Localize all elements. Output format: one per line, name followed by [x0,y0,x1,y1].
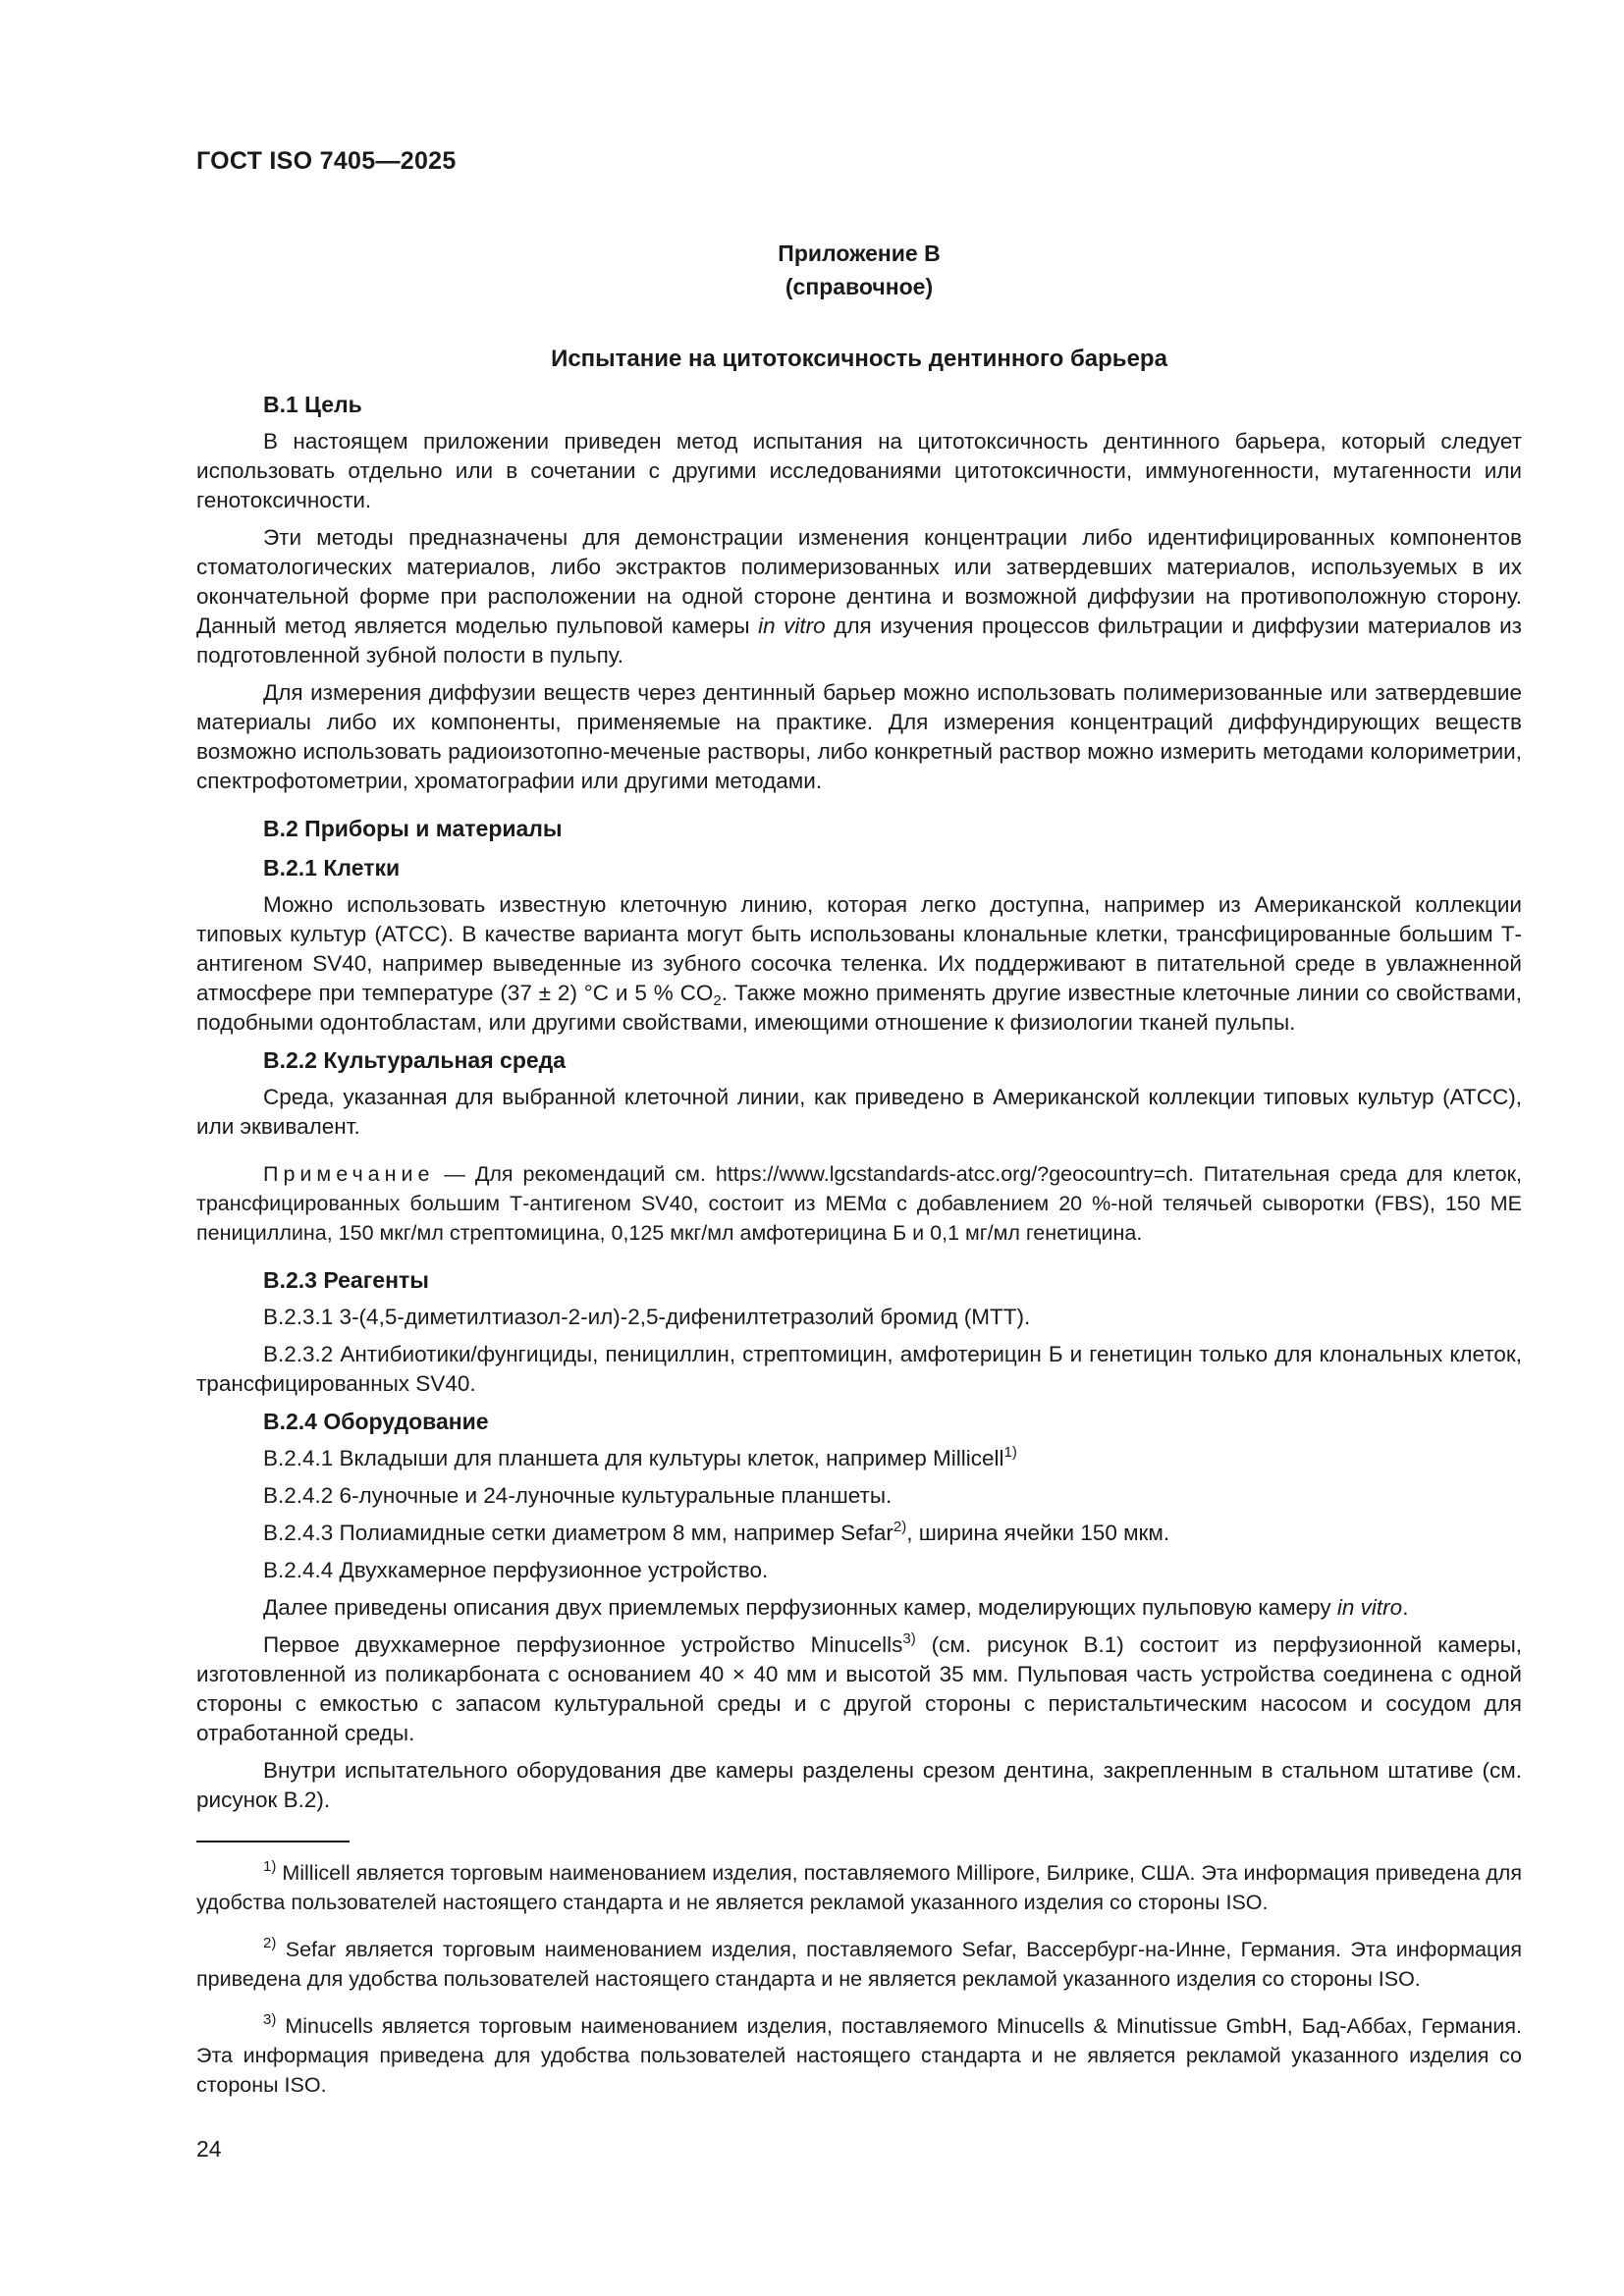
section-b21-heading: В.2.1 Клетки [263,855,401,881]
b2-paragraph-minucells: Первое двухкамерное перфузионное устройство Minucells$^{3)}$ (см. рисунок В.1) состоит из перфузионной камеры, изготовленной из поликарбоната с основанием 40 × 40 мм и высотой 35 мм. Пульповая часть устройства соединена с одной стороны с емкостью с запасом культуральной среды и с другой стороны с перистальтическим насосом и сосудом для отработанной среды. [196,1630,1522,1745]
b1-paragraph-1: В настоящем приложении приведен метод испытания на цитотоксичность дентинного барьера, который следует использовать отдельно или в сочетании с другими исследованиями цитотоксичности, иммуногенности, мутагенности или генотоксичности. [196,429,1522,512]
standard-designation: ГОСТ ISO 7405—2025 [196,147,457,175]
annex-title: Испытание на цитотоксичность дентинного барьера [551,346,1167,372]
b2-paragraph-dentin: Внутри испытательного оборудования две камеры разделены срезом дентина, закрепленным в стальном штативе (см. рисунок В.2). [196,1758,1522,1812]
footnote-1: $^{1)}$ Millicell является торговым наименованием изделия, поставляемого Millipore, Билрике, США. Эта информация приведена для удобства пользователей настоящего стандарта и не является рекламой указанного изделия со стороны ISO. [196,1858,1522,1914]
section-b24-heading: В.2.4 Оборудование [263,1409,489,1434]
section-b1-heading: В.1 Цель [263,392,362,417]
page-number: 24 [196,2136,222,2162]
annex-label: Приложение В [778,240,941,266]
annex-heading [196,237,1522,303]
b242-item: В.2.4.2 6-луночные и 24-луночные культуральные планшеты. [263,1483,893,1508]
b243-item: В.2.4.3 Полиамидные сетки диаметром 8 мм, например Sefar$^{2)}$, ширина ячейки 150 мкм. [263,1519,1170,1545]
section-b2-heading: В.2 Приборы и материалы [263,816,563,841]
b241-item: В.2.4.1 Вкладыши для планшета для культуры клеток, например Millicell$^{1)}$ [263,1444,1017,1470]
b231-item: В.2.3.1 3-(4,5-диметилтиазол-2-ил)-2,5-дифенилтетразолий бромид (МТТ). [263,1305,1031,1329]
section-b23-heading: В.2.3 Реагенты [263,1267,429,1293]
b22-paragraph: Среда, указанная для выбранной клеточной линии, как приведено в Американской коллекции типовых культур (ATCC), или эквивалент. [196,1085,1522,1139]
note: Примечание — Для рекомендаций см. https://www.lgcstandards-atcc.org/?geocountry=ch. Питательная среда для клеток, трансфицированных большим Т-антигеном SV40, состоит из MEMα с добавлением 20 %-ной телячьей сыворотки (FBS), 150 МЕ пенициллина, 150 мкг/мл стрептомицина, 0,125 мкг/мл амфотерицина Б и 0,1 мг/мл генетицина. [196,1162,1522,1245]
section-b22-heading: В.2.2 Культуральная среда [263,1047,567,1073]
b232-item: В.2.3.2 Антибиотики/фунгициды, пенициллин, стрептомицин, амфотерицин Б и генетицин только для клональных клеток, трансфицированных SV40. [196,1342,1522,1396]
b1-paragraph-2: Эти методы предназначены для демонстрации изменения концентрации либо идентифицированных компонентов стоматологических материалов, либо экстрактов полимеризованных или затвердевших материалов, используемых в их окончательной форме при расположении на одной стороне дентина и возможной диффузии на противоположную сторону. Данный метод является моделью пульповой камеры in vitro для изучения процессов фильтрации и диффузии материалов из подготовленной зубной полости в пульпу. [196,525,1522,667]
b21-paragraph: Можно использовать известную клеточную линию, которая легко доступна, например из Американской коллекции типовых культур (ATCC). В качестве варианта могут быть использованы клональные клетки, трансфицированные большим Т-антигеном SV40, например выведенные из зубного сосочка теленка. Их поддерживают в питательной среде в увлажненной атмосфере при температуре (37 ± 2) °C и 5 % $CO_2$. Также можно применять другие известные клеточные линии со свойствами, подобными одонтобластам, или другими свойствами, имеющими отношение к физиологии тканей пульпы. [196,892,1522,1035]
b2-paragraph-chambers: Далее приведены описания двух приемлемых перфузионных камер, моделирующих пульповую камеру in vitro. [263,1595,1409,1620]
footnote-3: $^{3)}$ Minucells является торговым наименованием изделия, поставляемого Minucells & Minutissue GmbH, Бад-Аббах, Германия. Эта информация приведена для удобства пользователей настоящего стандарта и не является рекламой указанного изделия со стороны ISO. [196,2011,1522,2097]
b1-paragraph-3: Для измерения диффузии веществ через дентинный барьер можно использовать полимеризованные или затвердевшие материалы либо их компоненты, применяемые на практике. Для измерения концентраций диффундирующих веществ возможно использовать радиоизотопно-меченые растворы, либо конкретный раствор можно измерить методами колориметрии, спектрофотометрии, хроматографии или другими методами. [196,680,1522,793]
footnote-separator [196,1841,350,1842]
annex-type: (справочное) [785,274,934,299]
b244-item: В.2.4.4 Двухкамерное перфузионное устройство. [263,1558,769,1582]
document-page [196,147,1522,2100]
footnote-2: $^{2)}$ Sefar является торговым наименованием изделия, поставляемого Sefar, Вассербург-на-Инне, Германия. Эта информация приведена для удобства пользователей настоящего стандарта и не является рекламой указанного изделия со стороны ISO. [196,1935,1522,1991]
